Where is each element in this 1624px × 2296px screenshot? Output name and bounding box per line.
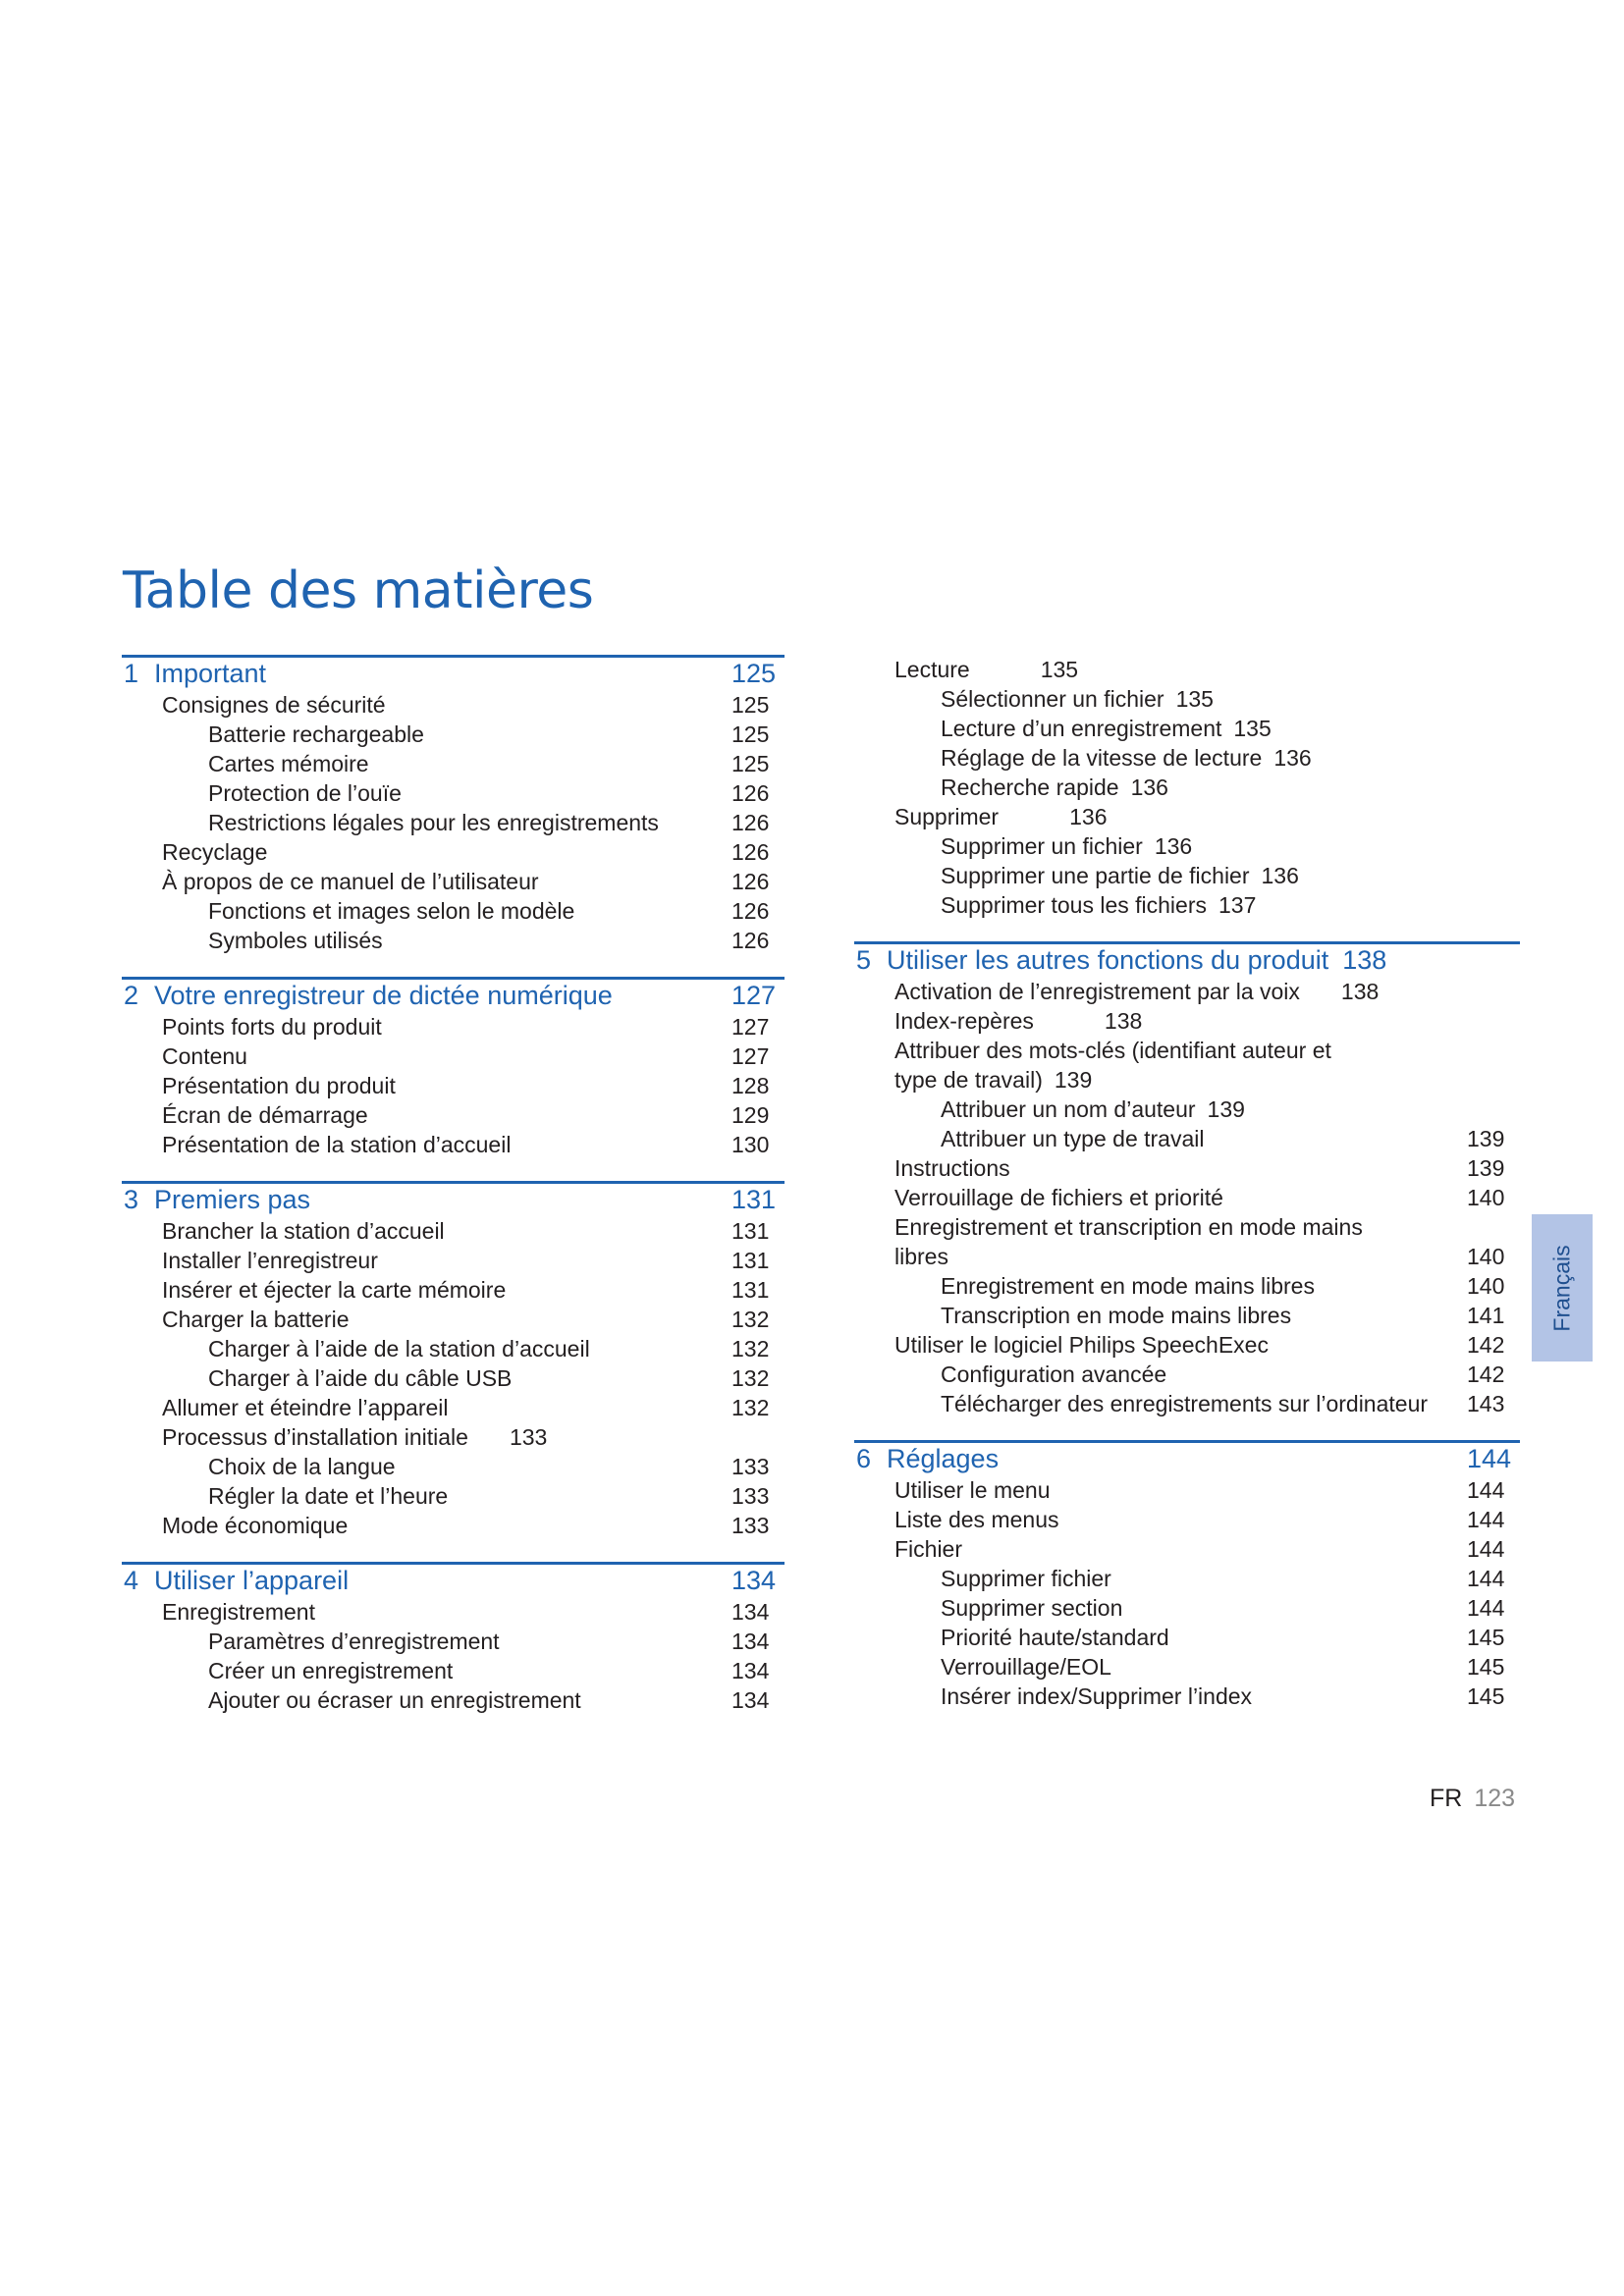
toc-entry-page: 135 [1175,686,1214,712]
toc-entry[interactable] [854,1301,1520,1330]
toc-entry-title: Mode économique [162,1513,349,1538]
toc-entry[interactable] [122,867,785,896]
toc-entry[interactable] [122,1511,785,1540]
section-title: Réglages [887,1444,1000,1473]
language-tab [1532,1214,1593,1362]
toc-entry-title: Présentation de la station d’accueil [162,1132,512,1157]
toc-entry[interactable] [854,861,1520,890]
toc-entry-title: Protection de l’ouïe [208,780,402,806]
toc-entry[interactable] [854,1623,1520,1652]
toc-entry-page: 133 [731,1454,770,1479]
toc-entry[interactable] [854,1124,1520,1153]
toc-entry-page: 144 [1467,1507,1505,1532]
toc-entry-title: À propos de ce manuel de l’utilisateur [162,869,539,894]
section-entries [122,1012,785,1159]
toc-entry-title: Attribuer des mots-clés (identifiant auteur et [894,1038,1331,1063]
toc-entry-title: Insérer index/Supprimer l’index [941,1683,1253,1709]
toc-entry-title: Instructions [894,1155,1010,1181]
toc-entry-page: 135 [1233,716,1272,741]
toc-entry[interactable] [854,1212,1520,1242]
toc-entry-title: Présentation du produit [162,1073,396,1098]
footer-language: FR [1430,1785,1463,1812]
toc-entry-page: 139 [1207,1096,1245,1122]
toc-entry-page: 125 [731,692,770,718]
toc-entry-title: Verrouillage de fichiers et priorité [894,1185,1223,1210]
section-number: 4 [124,1566,139,1595]
toc-entry-page: 145 [1467,1625,1505,1650]
toc-entry-title: Attribuer un type de travail [941,1126,1205,1151]
toc-entry-title: Installer l’enregistreur [162,1248,378,1273]
toc-entry-page: 144 [1467,1566,1505,1591]
toc-entry[interactable] [854,1475,1520,1505]
toc-entry[interactable] [122,837,785,867]
section-entries [854,1475,1520,1711]
toc-entry[interactable] [854,1593,1520,1623]
toc-entry[interactable] [854,743,1520,773]
toc-entry-page: 134 [731,1629,770,1654]
section-heading[interactable] [122,977,785,1012]
section-page: 134 [731,1566,777,1595]
toc-entry[interactable] [854,890,1520,920]
toc-section-3 [122,1181,785,1540]
toc-section-6 [854,1440,1520,1711]
toc-entry-page: 138 [1340,979,1380,1004]
toc-entry[interactable] [854,1534,1520,1564]
section-title: Votre enregistreur de dictée numérique [154,981,613,1010]
toc-entry[interactable] [122,1041,785,1071]
toc-entry-title: Créer un enregistrement [208,1658,454,1683]
toc-entry-page: 141 [1467,1303,1505,1328]
toc-entry[interactable] [854,1153,1520,1183]
section-number: 5 [856,945,872,975]
toc-entry-page: 133 [731,1513,770,1538]
toc-entry-page: 133 [509,1424,548,1450]
toc-entry-title: Lecture d’un enregistrement [941,716,1222,741]
toc-entry[interactable] [122,1130,785,1159]
toc-section-4 [122,1562,785,1715]
toc-entry[interactable] [854,1330,1520,1360]
toc-entry-title: Verrouillage/EOL [941,1654,1111,1680]
toc-section-5 [854,941,1520,1418]
toc-entry[interactable] [122,1275,785,1305]
toc-entry[interactable] [122,1305,785,1334]
toc-entry-page: 145 [1467,1683,1505,1709]
toc-entry[interactable] [854,655,1520,684]
toc-entry-title: Symboles utilisés [208,928,383,953]
toc-entry-page: 144 [1467,1595,1505,1621]
toc-entry-page: 136 [1130,774,1168,800]
toc-entry[interactable] [854,1036,1520,1065]
section-page: 127 [731,981,777,1010]
toc-entry[interactable] [854,1183,1520,1212]
toc-entry[interactable] [122,808,785,837]
toc-entry[interactable] [122,690,785,720]
toc-entry-title: Charger à l’aide de la station d’accueil [208,1336,590,1362]
section-number: 6 [856,1444,872,1473]
toc-entry-page: 132 [731,1307,770,1332]
toc-entry-title: Batterie rechargeable [208,721,424,747]
section-title: Utiliser l’appareil [154,1566,350,1595]
toc-entry-title: Supprimer un fichier [941,833,1143,859]
toc-left-column [122,655,785,1715]
toc-entry-title: Cartes mémoire [208,751,369,776]
toc-continued-list [854,655,1520,920]
toc-entry-title: Contenu [162,1043,247,1069]
toc-entry[interactable] [854,1360,1520,1389]
toc-entry-page: 126 [731,810,770,835]
toc-entry-title: Utiliser le menu [894,1477,1051,1503]
page-title: Table des matières [123,561,594,620]
toc-entry[interactable] [854,1065,1520,1095]
toc-entry-page: 142 [1467,1332,1505,1358]
toc-entry-page: 134 [731,1687,770,1713]
toc-entry-page: 143 [1467,1391,1505,1416]
toc-entry-title: Priorité haute/standard [941,1625,1169,1650]
toc-entry-title: Attribuer un nom d’auteur [941,1096,1196,1122]
toc-entry-title: Transcription en mode mains libres [941,1303,1292,1328]
toc-entry-title: type de travail) [894,1067,1043,1093]
toc-entry[interactable] [122,1071,785,1100]
toc-entry-title: Supprimer une partie de fichier [941,863,1250,888]
toc-entry-title: Configuration avancée [941,1362,1167,1387]
toc-entry-title: Lecture [894,657,970,682]
toc-entry[interactable] [122,1597,785,1627]
footer-page-number: 123 [1474,1785,1516,1812]
toc-entry-title: Sélectionner un fichier [941,686,1164,712]
toc-entry[interactable] [122,1627,785,1656]
toc-entry[interactable] [854,1682,1520,1711]
toc-entry[interactable] [854,1389,1520,1418]
toc-entry[interactable] [854,1006,1520,1036]
toc-entry-title: Ajouter ou écraser un enregistrement [208,1687,581,1713]
toc-entry-title: Brancher la station d’accueil [162,1218,445,1244]
toc-entry-page: 134 [731,1658,770,1683]
section-number: 1 [124,659,139,688]
toc-entry[interactable] [854,831,1520,861]
section-heading[interactable] [854,941,1520,977]
toc-entry-page: 128 [731,1073,770,1098]
toc-entry-page: 131 [731,1277,770,1303]
section-entries [122,1216,785,1540]
toc-entry-title: Processus d’installation initiale [162,1424,468,1450]
toc-entry-title: Fonctions et images selon le modèle [208,898,575,924]
toc-entry-title: Liste des menus [894,1507,1059,1532]
toc-entry-page: 132 [731,1395,770,1420]
toc-entry[interactable] [122,1422,785,1452]
section-title: Important [154,659,267,688]
toc-entry[interactable] [854,684,1520,714]
toc-entry-page: 125 [731,721,770,747]
toc-entry[interactable] [122,1334,785,1363]
toc-entry[interactable] [854,1271,1520,1301]
toc-entry[interactable] [122,1393,785,1422]
toc-entry-title: Charger à l’aide du câble USB [208,1365,513,1391]
toc-entry-title: Insérer et éjecter la carte mémoire [162,1277,507,1303]
toc-entry-page: 131 [731,1248,770,1273]
toc-entry-title: Réglage de la vitesse de lecture [941,745,1263,771]
section-page: 138 [1342,945,1387,975]
toc-entry[interactable] [854,977,1520,1006]
toc-entry-title: Enregistrement en mode mains libres [941,1273,1315,1299]
toc-entry-page: 131 [731,1218,770,1244]
toc-entry-page: 134 [731,1599,770,1625]
toc-section-2 [122,977,785,1159]
toc-entry-page: 138 [1104,1008,1143,1034]
section-number: 2 [124,981,139,1010]
section-heading[interactable] [854,1440,1520,1475]
toc-right-column [854,655,1520,1711]
toc-entry-page: 144 [1467,1477,1505,1503]
toc-entry-page: 140 [1467,1244,1505,1269]
toc-entry[interactable] [854,1564,1520,1593]
toc-entry-page: 135 [1040,657,1079,682]
toc-entry-page: 132 [731,1336,770,1362]
toc-entry-page: 132 [731,1365,770,1391]
toc-entry[interactable] [122,1481,785,1511]
toc-entry-page: 126 [731,869,770,894]
section-page: 131 [731,1185,777,1214]
toc-entry-title: Recherche rapide [941,774,1119,800]
section-title: Premiers pas [154,1185,311,1214]
toc-entry-title: Télécharger des enregistrements sur l’ordinateur [941,1391,1429,1416]
toc-entry-page: 136 [1261,863,1299,888]
toc-section-1 [122,655,785,955]
section-entries [854,977,1520,1418]
toc-entry-title: Restrictions légales pour les enregistrements [208,810,659,835]
toc-entry-page: 126 [731,928,770,953]
toc-entry[interactable] [122,1685,785,1715]
toc-entry-page: 145 [1467,1654,1505,1680]
toc-entry[interactable] [854,1242,1520,1271]
toc-entry[interactable] [122,1216,785,1246]
toc-entry[interactable] [122,720,785,749]
toc-entry-title: Fichier [894,1536,963,1562]
toc-entry-title: Paramètres d’enregistrement [208,1629,500,1654]
toc-entry[interactable] [122,778,785,808]
toc-entry[interactable] [854,773,1520,802]
toc-entry[interactable] [122,1363,785,1393]
toc-entry[interactable] [122,1100,785,1130]
toc-entry-page: 140 [1467,1273,1505,1299]
toc-entry-title: Écran de démarrage [162,1102,368,1128]
section-entries [122,1597,785,1715]
section-heading[interactable] [122,1562,785,1597]
toc-entry[interactable] [854,1652,1520,1682]
toc-entry-page: 133 [731,1483,770,1509]
section-page: 144 [1467,1444,1512,1473]
toc-entry-page: 126 [731,898,770,924]
toc-entry-page: 129 [731,1102,770,1128]
toc-entry-page: 137 [1218,892,1257,918]
toc-entry[interactable] [122,1656,785,1685]
toc-entry-title: Utiliser le logiciel Philips SpeechExec [894,1332,1269,1358]
toc-entry-page: 126 [731,780,770,806]
toc-entry-title: Supprimer section [941,1595,1123,1621]
page-footer [1430,1785,1515,1813]
toc-entry-title: Recyclage [162,839,268,865]
toc-entry-page: 144 [1467,1536,1505,1562]
toc-entry-page: 136 [1069,804,1108,829]
toc-entry-page: 136 [1154,833,1193,859]
toc-entry[interactable] [122,1012,785,1041]
toc-entry-page: 126 [731,839,770,865]
section-heading[interactable] [122,655,785,690]
toc-entry[interactable] [122,1246,785,1275]
toc-entry-title: libres [894,1244,948,1269]
toc-entry-page: 127 [731,1043,770,1069]
toc-entry-page: 140 [1467,1185,1505,1210]
toc-entry-title: Enregistrement et transcription en mode mains [894,1214,1363,1240]
toc-entry-page: 139 [1467,1155,1505,1181]
toc-entry-page: 136 [1273,745,1312,771]
toc-entry-title: Supprimer fichier [941,1566,1111,1591]
toc-entry-title: Régler la date et l’heure [208,1483,449,1509]
toc-entry-title: Enregistrement [162,1599,315,1625]
toc-entry-title: Points forts du produit [162,1014,382,1040]
toc-entry[interactable] [122,1452,785,1481]
toc-entry-page: 125 [731,751,770,776]
toc-entry[interactable] [854,1505,1520,1534]
toc-entry[interactable] [122,896,785,926]
toc-entry-page: 130 [731,1132,770,1157]
toc-entry-title: Index-repères [894,1008,1034,1034]
toc-entry-title: Charger la batterie [162,1307,350,1332]
toc-entry-page: 142 [1467,1362,1505,1387]
toc-entry-title: Allumer et éteindre l’appareil [162,1395,449,1420]
section-heading[interactable] [122,1181,785,1216]
toc-entry-title: Supprimer tous les fichiers [941,892,1207,918]
toc-entry-page: 139 [1467,1126,1505,1151]
toc-entry[interactable] [854,714,1520,743]
toc-entry-page: 139 [1054,1067,1093,1093]
toc-entry-title: Choix de la langue [208,1454,396,1479]
section-entries [122,690,785,955]
toc-entry-page: 127 [731,1014,770,1040]
toc-entry-title: Activation de l’enregistrement par la voix [894,979,1300,1004]
language-tab-label: Français [1548,1244,1575,1332]
section-number: 3 [124,1185,139,1214]
toc-entry[interactable] [854,802,1520,831]
toc-entry-title: Supprimer [894,804,1000,829]
toc-entry[interactable] [122,749,785,778]
toc-entry[interactable] [854,1095,1520,1124]
toc-entry-title: Consignes de sécurité [162,692,386,718]
toc-entry[interactable] [122,926,785,955]
section-title: Utiliser les autres fonctions du produit [887,945,1329,975]
section-page: 125 [731,659,777,688]
